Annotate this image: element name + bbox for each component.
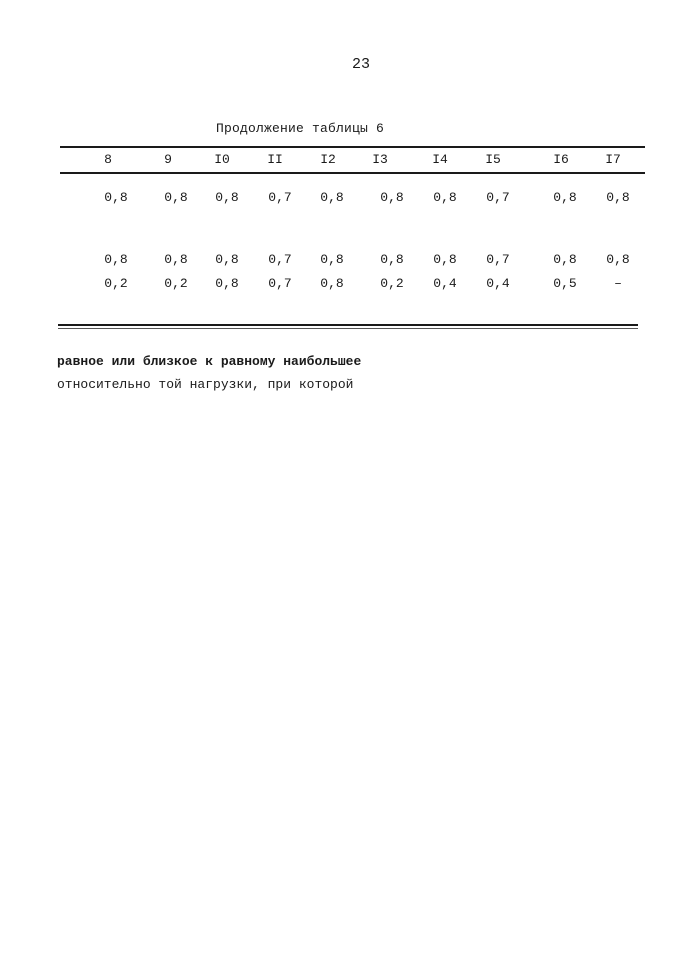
table-cell: 0,8 [320, 276, 344, 291]
table-cell: 0,8 [215, 252, 239, 267]
table-cell: 0,8 [320, 252, 344, 267]
table-cell: 0,8 [104, 190, 128, 205]
header-cell: I5 [485, 152, 501, 167]
table-cell: 0,8 [164, 190, 188, 205]
table-cell: 0,8 [433, 190, 457, 205]
table-cell: 0,5 [553, 276, 577, 291]
table-cell: 0,7 [486, 190, 510, 205]
table-cell: 0,8 [164, 252, 188, 267]
header-cell: 8 [104, 152, 112, 167]
table-cell: 0,8 [104, 252, 128, 267]
header-cell: I3 [372, 152, 388, 167]
table-cell: 0,8 [215, 276, 239, 291]
header-cell: I6 [553, 152, 569, 167]
table-cell: 0,4 [433, 276, 457, 291]
body-text-line: относительно той нагрузки, при которой [57, 377, 354, 392]
table-cell: 0,7 [268, 276, 292, 291]
table-cell: 0,8 [553, 252, 577, 267]
table-cell: – [614, 276, 622, 291]
body-text-line: равное или близкое к равному наибольшее [57, 354, 362, 369]
table-cell: 0,8 [380, 190, 404, 205]
table-cell: 0,2 [380, 276, 404, 291]
table-cell: 0,8 [553, 190, 577, 205]
table-cell: 0,8 [606, 190, 630, 205]
table-bottom-rule [58, 324, 638, 326]
table-cell: 0,2 [104, 276, 128, 291]
table-cell: 0,8 [320, 190, 344, 205]
table-bottom-rule-secondary [58, 328, 638, 329]
header-cell: I2 [320, 152, 336, 167]
table-cell: 0,7 [268, 190, 292, 205]
header-cell: 9 [164, 152, 172, 167]
table-cell: 0,7 [486, 252, 510, 267]
table-header-rule [60, 172, 645, 174]
header-cell: II [267, 152, 283, 167]
table-cell: 0,4 [486, 276, 510, 291]
table-caption: Продолжение таблицы 6 [216, 121, 385, 136]
table-cell: 0,8 [380, 252, 404, 267]
table-cell: 0,7 [268, 252, 292, 267]
table-cell: 0,2 [164, 276, 188, 291]
header-cell: I4 [432, 152, 448, 167]
header-cell: I7 [605, 152, 621, 167]
table-cell: 0,8 [606, 252, 630, 267]
table-cell: 0,8 [215, 190, 239, 205]
header-cell: I0 [214, 152, 230, 167]
table-top-rule [60, 146, 645, 148]
table-cell: 0,8 [433, 252, 457, 267]
page-number: 23 [352, 56, 371, 73]
